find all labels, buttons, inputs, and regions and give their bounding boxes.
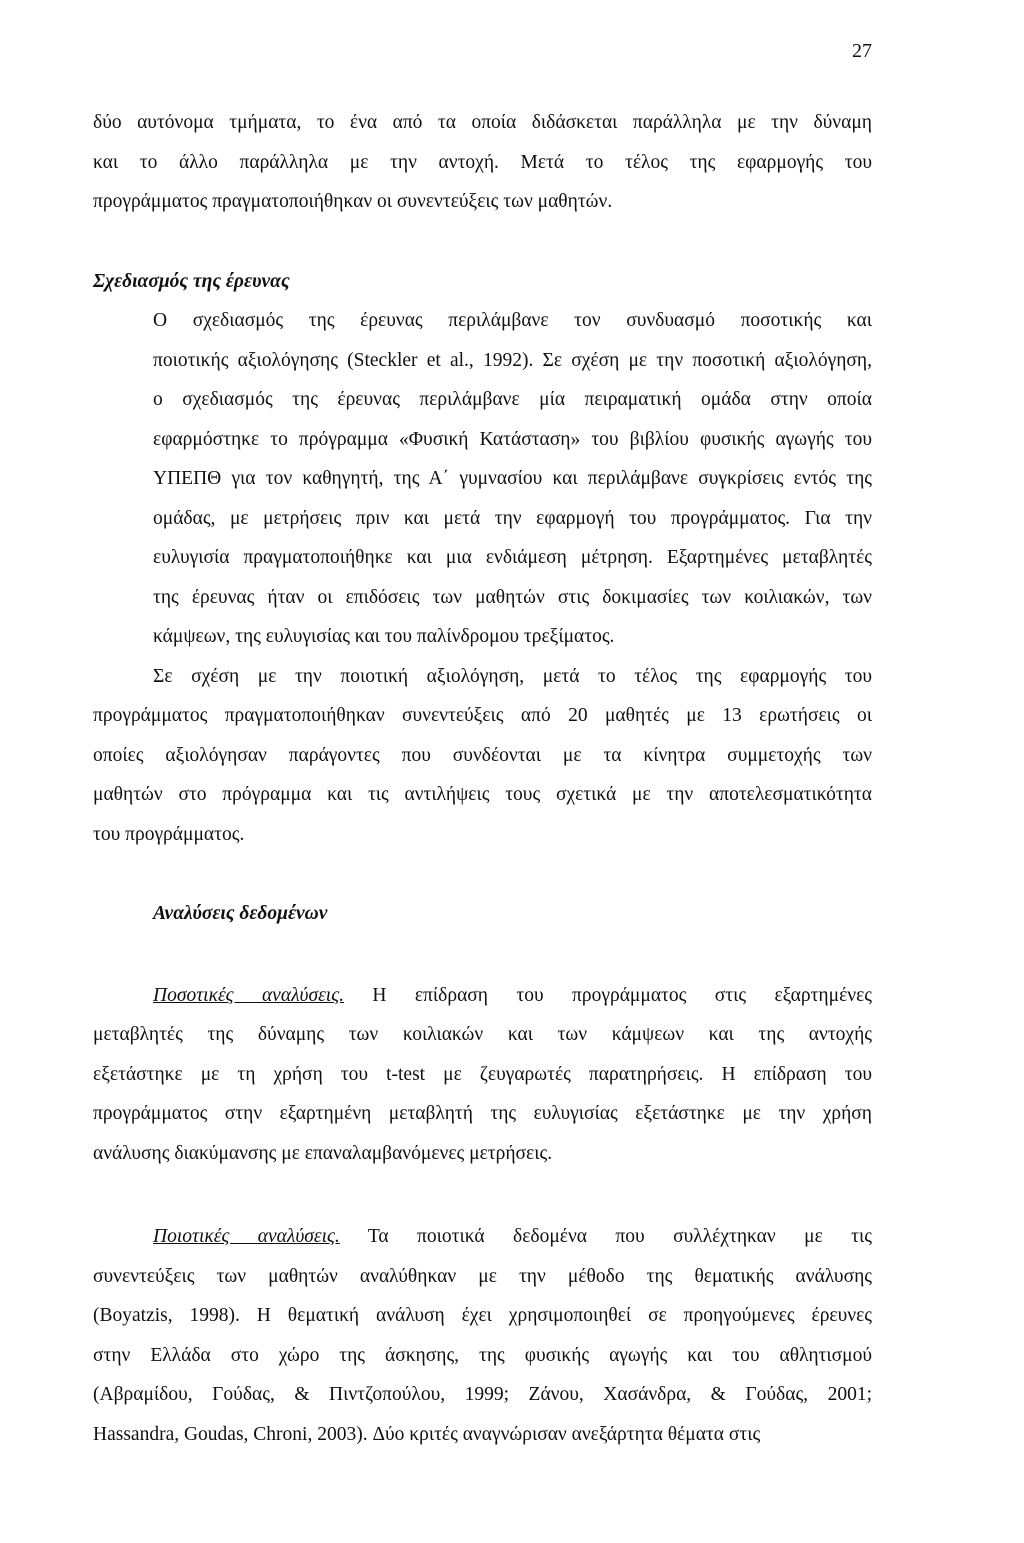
text-line	[93, 976, 872, 1016]
text-line: κάμψεων, της ευλυγισίας και του παλίνδρομου τρεξίματος.	[153, 626, 615, 647]
spacer	[93, 1173, 872, 1217]
text-line	[93, 1217, 872, 1257]
text-line: ομάδας, με μετρήσεις πριν και μετά την εφαρμογή του προγράμματος. Για την	[153, 507, 872, 529]
text-run: Η επίδραση του προγράμματος στις εξαρτημένες	[343, 984, 872, 1006]
text-line: του προγράμματος.	[93, 823, 245, 845]
text-line: Σε σχέση με την ποιοτική αξιολόγηση, μετά το τέλος της εφαρμογής του	[153, 665, 872, 687]
intro-paragraph	[93, 103, 872, 222]
design-paragraph-1	[93, 301, 872, 657]
text-line: μαθητών στο πρόγραμμα και τις αντιλήψεις τους σχετικά με την αποτελεσματικότητα	[93, 784, 872, 805]
text-line: Ο σχεδιασμός της έρευνας περιλάμβανε τον συνδυασμό ποσοτικής και	[153, 310, 872, 331]
text-line: μεταβλητές της δύναμης των κοιλιακών και των κάμψεων και της αντοχής	[93, 1024, 872, 1045]
text-line: ΥΠΕΠΘ για τον καθηγητή, της Α΄ γυμνασίου και περιλάμβανε συγκρίσεις εντός της	[153, 468, 872, 489]
run-in-heading: Ποιοτικές αναλύσεις.	[153, 1226, 340, 1247]
text-line: προγράμματος πραγματοποιήθηκαν οι συνεντεύξεις των μαθητών.	[93, 191, 613, 212]
text-line: ευλυγισία πραγματοποιήθηκε και μια ενδιάμεση μέτρηση. Εξαρτημένες μεταβλητές	[153, 547, 872, 568]
text-line: οποίες αξιολόγησαν παράγοντες που συνδέονται με τα κίνητρα συμμετοχής των	[93, 744, 872, 766]
section-heading-design	[93, 262, 872, 302]
text-line: εφαρμόστηκε το πρόγραμμα «Φυσική Κατάσταση» του βιβλίου φυσικής αγωγής του	[153, 428, 872, 450]
text-line: δύο αυτόνομα τμήματα, το ένα από τα οποία διδάσκεται παράλληλα με την δύναμη	[93, 112, 872, 133]
spacer	[93, 854, 872, 894]
text-line: συνεντεύξεις των μαθητών αναλύθηκαν με την μέθοδο της θεματικής ανάλυσης	[93, 1265, 872, 1287]
text-run: Τα ποιοτικά δεδομένα που συλλέχτηκαν με τις	[339, 1226, 872, 1247]
body-text	[93, 103, 872, 1454]
text-line: Hassandra, Goudas, Chroni, 2003). Δύο κριτές αναγνώρισαν ανεξάρτητα θέματα στις	[93, 1423, 761, 1445]
text-line: της έρευνας ήταν οι επιδόσεις των μαθητών στις δοκιμασίες των κοιλιακών, των	[153, 586, 872, 608]
text-line: και το άλλο παράλληλα με την αντοχή. Μετά το τέλος της εφαρμογής του	[93, 151, 872, 173]
qualitative-paragraph	[93, 1217, 872, 1454]
heading-text: Σχεδιασμός της έρευνας	[93, 270, 290, 292]
text-line: ποιοτικής αξιολόγησης (Steckler et al., 1992). Σε σχέση με την ποσοτική αξιολόγηση,	[153, 349, 872, 371]
quantitative-paragraph	[93, 976, 872, 1174]
text-line: εξετάστηκε με τη χρήση του t-test με ζευγαρωτές παρατηρήσεις. Η επίδραση του	[93, 1063, 872, 1085]
spacer	[93, 934, 872, 976]
text-line: ο σχεδιασμός της έρευνας περιλάμβανε μία πειραματική ομάδα στην οποία	[153, 389, 872, 410]
section-heading-analysis	[93, 894, 872, 934]
run-in-heading: Ποσοτικές αναλύσεις.	[153, 984, 344, 1006]
spacer	[93, 222, 872, 262]
design-paragraph-2	[93, 657, 872, 855]
text-line: στην Ελλάδα στο χώρο της άσκησης, της φυσικής αγωγής και του αθλητισμού	[93, 1344, 872, 1366]
text-line: (Αβραμίδου, Γούδας, & Πιντζοπούλου, 1999; Ζάνου, Χασάνδρα, & Γούδας, 2001;	[93, 1384, 872, 1405]
text-line: προγράμματος στην εξαρτημένη μεταβλητή της ευλυγισίας εξετάστηκε με την χρήση	[93, 1103, 872, 1124]
page-number: 27	[852, 40, 872, 62]
text-line: προγράμματος πραγματοποιήθηκαν συνεντεύξεις από 20 μαθητές με 13 ερωτήσεις οι	[93, 705, 872, 726]
text-line: ανάλυσης διακύμανσης με επαναλαμβανόμενες μετρήσεις.	[93, 1142, 553, 1164]
text-line: (Boyatzis, 1998). Η θεματική ανάλυση έχει χρησιμοποιηθεί σε προηγούμενες έρευνες	[93, 1305, 872, 1326]
heading-text: Αναλύσεις δεδομένων	[153, 903, 328, 924]
